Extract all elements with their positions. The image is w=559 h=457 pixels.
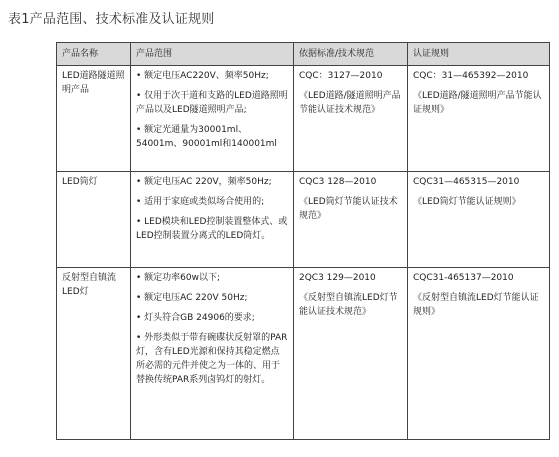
scope-item: • 额定光通量为30001ml、54001m、90001ml和140001ml: [136, 123, 288, 151]
certification-table: [56, 42, 550, 440]
scope-item: • 额定电压AC220V、频率50Hz;: [136, 69, 288, 83]
scope-item: • 额定电压AC 220V，频率50Hz;: [136, 175, 288, 189]
standard-cell: [294, 268, 408, 440]
table-caption: 表1产品范围、技术标准及认证规则: [8, 12, 215, 27]
table-row: [57, 268, 550, 440]
product-scope-cell: [131, 172, 294, 268]
scope-item: • LED模块和LED控制装置整体式、或LED控制装置分离式的LED筒灯。: [136, 215, 288, 243]
standard-code: CQC3 128—2010: [299, 177, 377, 187]
rule-code: CQC：31—465392—2010: [413, 71, 529, 81]
standard-title: 《LED筒灯节能认证技术规范》: [299, 197, 398, 221]
rule-title: 《反射型自镇流LED灯节能认证规则》: [413, 293, 539, 317]
header-product-name: 产品名称: [57, 43, 131, 66]
scope-item: • 外形类似于带有碗碟状反射罩的PAR灯，含有LED光源和保持其稳定燃点所必需的元件并使之为一体的、用于替换传统PAR系列卤钨灯的射灯。: [136, 331, 288, 387]
product-name-cell: LED筒灯: [57, 172, 131, 268]
table-row: [57, 66, 550, 172]
header-product-scope: 产品范围: [131, 43, 294, 66]
table-container: [56, 42, 550, 440]
standard-cell: [294, 172, 408, 268]
scope-item: • 仅用于次干道和支路的LED道路照明产品以及LED隧道照明产品;: [136, 89, 288, 117]
rule-title: 《LED道路/隧道照明产品节能认证规则》: [413, 91, 542, 115]
scope-item: • 额定电压AC 220V 50Hz;: [136, 291, 288, 305]
product-name-cell: 反射型自镇流LED灯: [57, 268, 131, 440]
rule-cell: [408, 66, 550, 172]
header-certification-rule: 认证规则: [408, 43, 550, 66]
standard-cell: [294, 66, 408, 172]
product-scope-cell: [131, 268, 294, 440]
standard-code: CQC：3127—2010: [299, 71, 383, 81]
rule-code: CQC31-465137—2010: [413, 273, 514, 283]
scope-item: • 灯头符合GB 24906的要求;: [136, 311, 288, 325]
product-name-cell: LED道路隧道照明产品: [57, 66, 131, 172]
rule-title: 《LED筒灯节能认证规则》: [413, 197, 521, 207]
table-row: [57, 172, 550, 268]
standard-code: 2QC3 129—2010: [299, 273, 376, 283]
rule-cell: [408, 172, 550, 268]
product-scope-cell: [131, 66, 294, 172]
rule-code: CQC31—465315—2010: [413, 177, 520, 187]
scope-item: • 额定功率60w以下;: [136, 271, 288, 285]
rule-cell: [408, 268, 550, 440]
scope-item: • 适用于家庭或类似场合使用的;: [136, 195, 288, 209]
standard-title: 《LED道路/隧道照明产品节能认证技术规范》: [299, 91, 401, 115]
header-standard: 依据标准/技术规范: [294, 43, 408, 66]
table-header-row: [57, 43, 550, 66]
standard-title: 《反射型自镇流LED灯节能认证技术规范》: [299, 293, 398, 317]
